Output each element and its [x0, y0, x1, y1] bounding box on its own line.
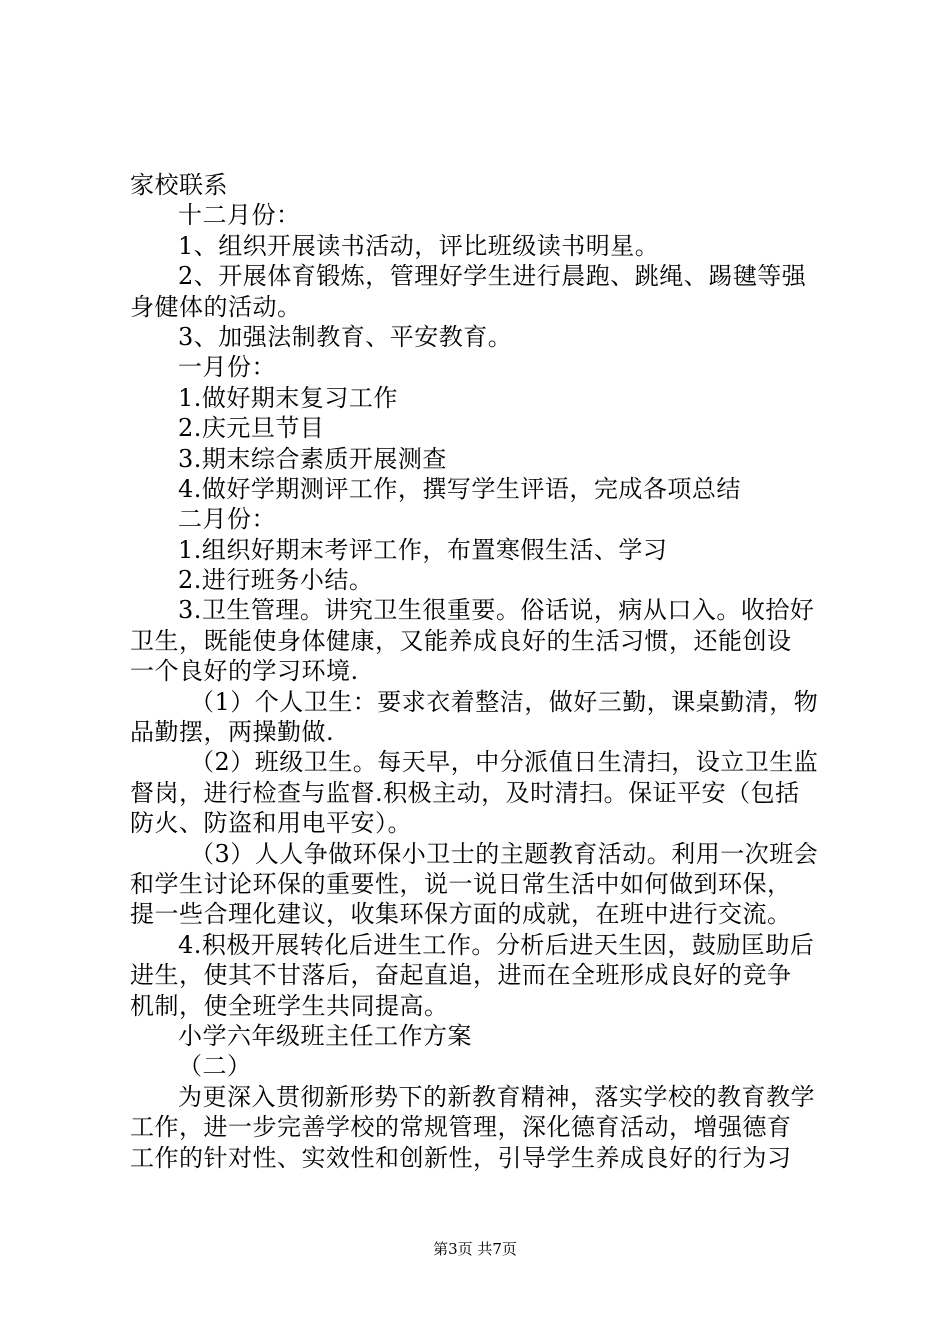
text-line: 1.做好期末复习工作	[178, 383, 398, 412]
text-line: 4.做好学期测评工作，撰写学生评语，完成各项总结	[178, 474, 741, 503]
text-line: 二月份：	[178, 505, 276, 534]
text-line: 卫生，既能使身体健康，又能养成良好的生活习惯，还能创设	[130, 626, 792, 655]
section-subtitle: （二）	[178, 1052, 252, 1081]
text-line: 3.卫生管理。讲究卫生很重要。俗话说，病从口入。收拾好	[178, 596, 815, 625]
text-line: 2.进行班务小结。	[178, 566, 374, 595]
text-line: 提一些合理化建议，收集环保方面的成就，在班中进行交流。	[130, 900, 792, 929]
text-line: 进生，使其不甘落后，奋起直追，进而在全班形成良好的竞争	[130, 961, 792, 990]
text-line: 3.期末综合素质开展测查	[178, 444, 447, 473]
text-line: 身健体的活动。	[130, 292, 302, 321]
text-line: 1.组织好期末考评工作，布置寒假生活、学习	[178, 535, 668, 564]
text-line: 3、加强法制教育、平安教育。	[178, 322, 513, 351]
text-line: 4.积极开展转化后进生工作。分析后进天生因，鼓励匡助后	[178, 930, 815, 959]
text-line: 工作的针对性、实效性和创新性，引导学生养成良好的行为习	[130, 1143, 792, 1172]
text-line: 一月份：	[178, 353, 276, 382]
document-body	[130, 170, 830, 1173]
text-line: 一个良好的学习环境.	[130, 657, 359, 686]
text-line: 督岗，进行检查与监督.积极主动，及时清扫。保证平安（包括	[130, 778, 800, 807]
text-line: （3）人人争做环保小卫士的主题教育活动。利用一次班会	[190, 839, 819, 868]
text-line: 品勤摆，两操勤做.	[130, 718, 335, 747]
text-line: （1）个人卫生：要求衣着整洁，做好三勤，课桌勤清，物	[190, 687, 819, 716]
text-line: 2.庆元旦节目	[178, 414, 325, 443]
text-line: 2、开展体育锻炼，管理好学生进行晨跑、跳绳、踢毽等强	[178, 262, 807, 291]
text-line: 防火、防盗和用电平安）。	[130, 809, 412, 838]
text-line: （2）班级卫生。每天早，中分派值日生清扫，设立卫生监	[190, 748, 819, 777]
page-number: 第3页 共7页	[433, 1240, 517, 1258]
text-line: 1、组织开展读书活动，评比班级读书明星。	[178, 231, 660, 260]
text-line: 家校联系	[130, 171, 228, 199]
text-line: 十二月份：	[178, 201, 301, 230]
text-line: 和学生讨论环保的重要性，说一说日常生活中如何做到环保，	[130, 869, 792, 898]
text-line: 工作，进一步完善学校的常规管理，深化德育活动，增强德育	[130, 1113, 792, 1142]
text-line: 为更深入贯彻新形势下的新教育精神，落实学校的教育教学	[178, 1082, 815, 1111]
section-title: 小学六年级班主任工作方案	[178, 1021, 472, 1050]
text-line: 机制，使全班学生共同提高。	[130, 991, 449, 1020]
